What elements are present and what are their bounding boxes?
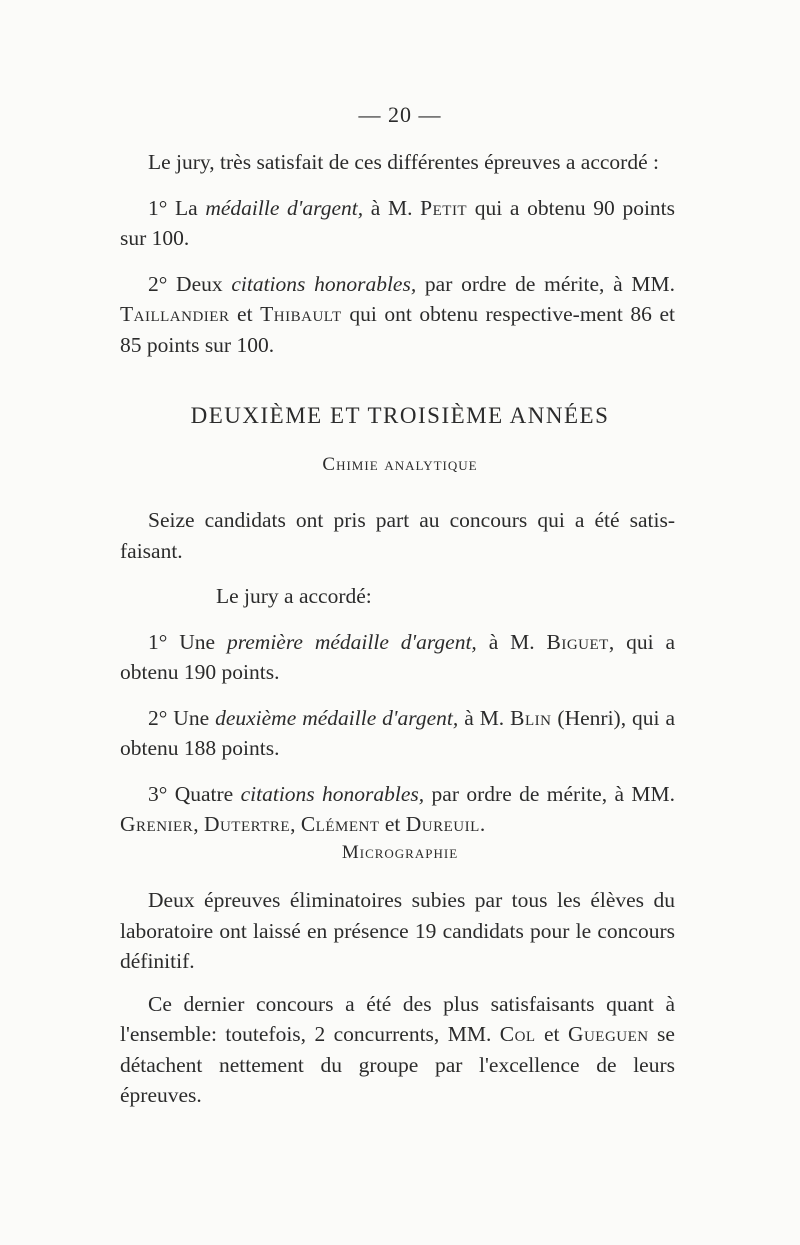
laureate-name: Gueguen (567, 1022, 649, 1046)
chimie-paragraph: Seize candidats ont pris part au concours qui a été satis-faisant. (120, 508, 675, 563)
section-title: DEUXIÈME ET TROISIÈME ANNÉES (190, 403, 610, 428)
laureate-name: Thibault (260, 302, 342, 326)
laureate-name: Biguet (546, 629, 609, 654)
micrographie-paragraph-2: Ce dernier concours a été des plus satisfaisants quant à l'ensemble: toutefois, 2 concurrents, MM. Col et Gueguen se détachent nettement du groupe par l'excellence de leurs épreuves. (120, 991, 675, 1107)
laureate-name: Dureuil (405, 812, 480, 836)
subsection-title-micrographie: Micrographie (341, 842, 459, 863)
award-item-1: 1° La médaille d'argent, à M. Petit qui a obtenu 90 points sur 100. (120, 195, 676, 250)
laureate-name: Taillandier (120, 302, 230, 326)
micrographie-paragraph-1: Deux épreuves éliminatoires subies par tous les élèves du laboratoire ont laissé en présence 19 candidats pour le concours définitif. (120, 888, 675, 973)
chimie-jury: Le jury a accordé: (216, 584, 372, 608)
award-item-4: 2° Une deuxième médaille d'argent, à M. Blin (Henri), qui a obtenu 188 points. (120, 705, 675, 760)
laureate-name: Blin (510, 705, 552, 730)
subsection-title-chimie: Chimie analytique (322, 454, 478, 475)
laureate-name: Col (499, 1022, 536, 1046)
intro-block (120, 147, 675, 360)
laureate-name: Petit (420, 195, 468, 220)
micrographie-block (120, 885, 675, 1111)
award-item-5: 3° Quatre citations honorables, par ordre de mérite, à MM. Grenier, Dutertre, Clément et Dureuil. (120, 781, 675, 836)
chimie-block (120, 505, 675, 840)
laureate-name: Clément (300, 812, 380, 836)
award-item-3: 1° Une première médaille d'argent, à M. Biguet, qui a obtenu 190 points. (120, 629, 675, 684)
award-item-2: 2° Deux citations honorables, par ordre de mérite, à MM. Taillandier et Thibault qui ont obtenu respective-ment 86 et 85 points sur 100. (120, 271, 675, 357)
page-number: — 20 — (358, 102, 442, 127)
laureate-name: Dutertre (203, 812, 291, 836)
jury-intro: Le jury, très satisfait de ces différentes épreuves a accordé : (148, 150, 659, 174)
laureate-name: Grenier (120, 812, 194, 836)
